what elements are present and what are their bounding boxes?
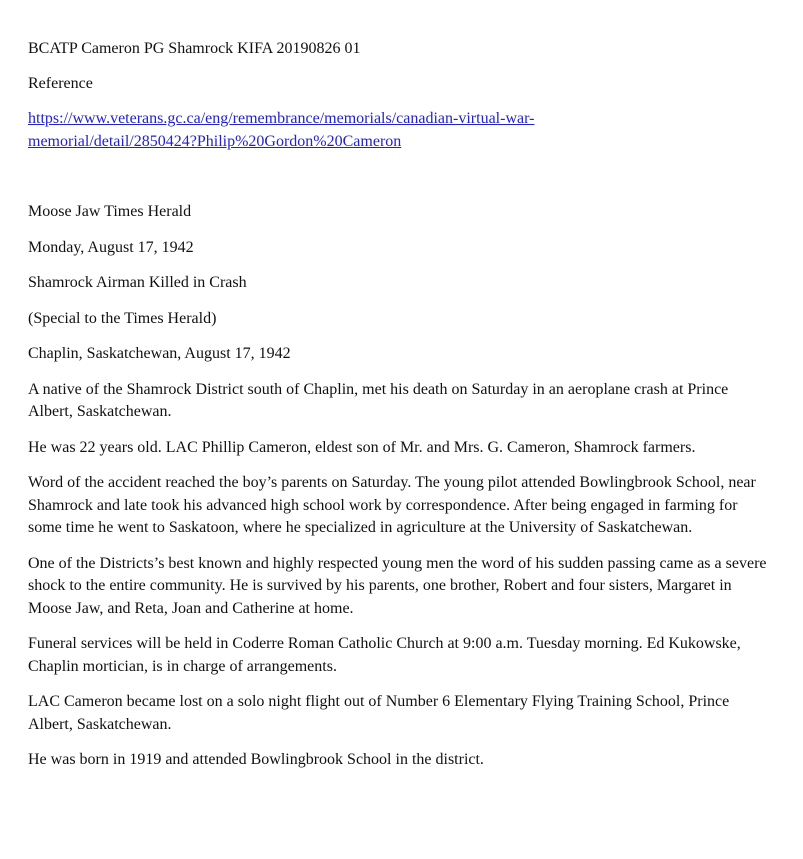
document-body: [28, 38, 773, 785]
article-paragraph-2: He was 22 years old. LAC Phillip Cameron, eldest son of Mr. and Mrs. G. Cameron, Shamrock farmers.: [28, 438, 696, 456]
article-dateline: Chaplin, Saskatchewan, August 17, 1942: [28, 345, 291, 362]
article-paragraph-4: One of the Districts’s best known and highly respected young men the word of his sudden passing came as a severe shock to the entire community. He is survived by his parents, one brother, Robert and four sisters, Margaret in Moose Jaw, and Reta, Joan and Catherine at home.: [28, 554, 767, 617]
article-paragraph-5: Funeral services will be held in Coderre Roman Catholic Church at 9:00 a.m. Tuesday morning. Ed Kukowske, Chaplin mortician, is in charge of arrangements.: [28, 635, 741, 675]
spacer: [28, 153, 773, 201]
newspaper-name: Moose Jaw Times Herald: [28, 203, 192, 220]
article-paragraph-7: He was born in 1919 and attended Bowlingbrook School in the district.: [28, 751, 484, 768]
article-byline: (Special to the Times Herald): [28, 309, 217, 327]
article-paragraph-3: Word of the accident reached the boy’s parents on Saturday. The young pilot attended Bowlingbrook School, near Shamrock and late took his advanced high school work by correspondence. After being engaged in farming for some time he went to Saskatoon, where he specialized in agriculture at the University of Saskatchewan.: [28, 474, 756, 536]
reference-link-line-1[interactable]: https://www.veterans.gc.ca/eng/remembrance/memorials/canadian-virtual-war-: [28, 110, 535, 127]
publication-date: Monday, August 17, 1942: [28, 238, 194, 256]
article-paragraph-1: A native of the Shamrock District south of Chaplin, met his death on Saturday in an aeroplane crash at Prince Albert, Saskatchewan.: [28, 380, 729, 420]
document-heading: BCATP Cameron PG Shamrock KIFA 20190826 01: [28, 40, 361, 57]
reference-link[interactable]: [28, 108, 773, 153]
reference-link-line-2[interactable]: memorial/detail/2850424?Philip%20Gordon%20Cameron: [28, 132, 402, 150]
article-paragraph-6: LAC Cameron became lost on a solo night flight out of Number 6 Elementary Flying Training School, Prince Albert, Saskatchewan.: [28, 693, 730, 733]
reference-label: Reference: [28, 74, 93, 92]
article-headline: Shamrock Airman Killed in Crash: [28, 274, 247, 291]
